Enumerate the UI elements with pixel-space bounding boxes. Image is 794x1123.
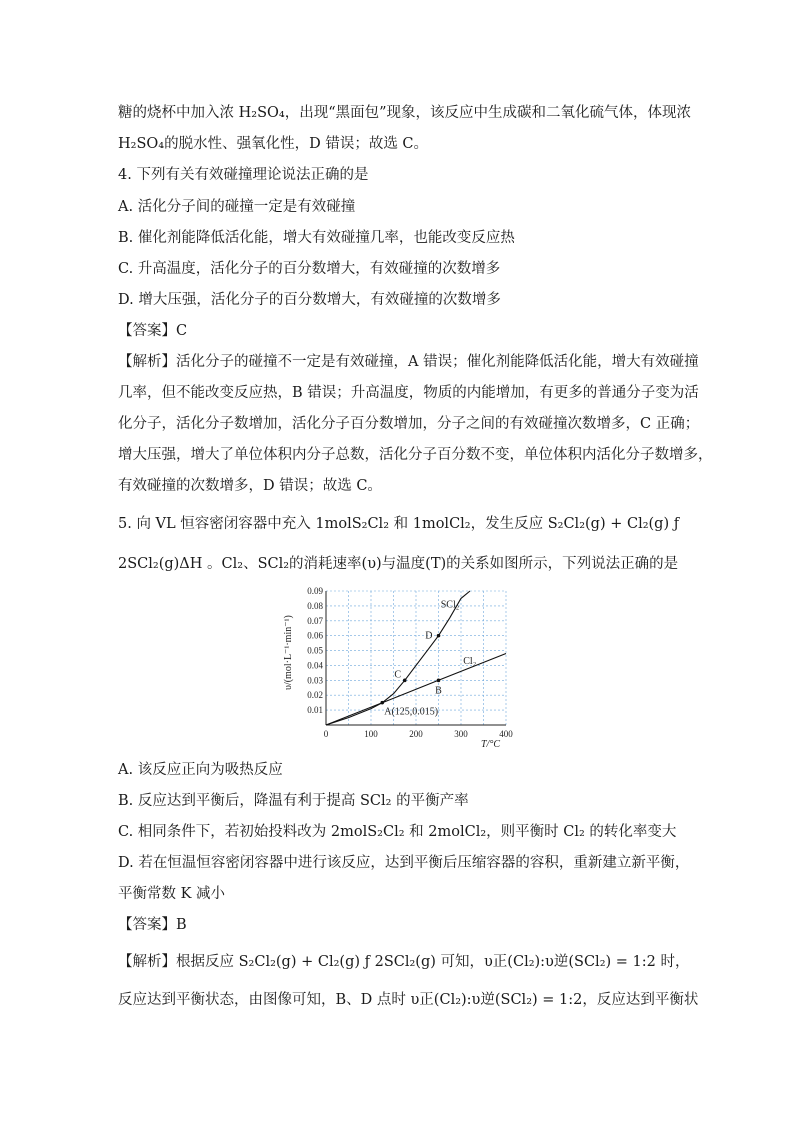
x-tick-label: 200 — [409, 729, 423, 739]
text-line-2: H₂SO₄的脱水性、强氧化性，D 错误；故选 C。 — [118, 136, 429, 152]
answer-4: 【答案】C — [118, 323, 188, 339]
explanation-4-line-5: 有效碰撞的次数增多，D 错误；故选 C。 — [118, 478, 382, 494]
y-tick-label: 0.01 — [307, 705, 323, 716]
data-point-label: D — [425, 630, 433, 642]
data-point — [437, 679, 441, 683]
y-tick-label: 0.08 — [307, 600, 323, 611]
question-4-option-c: C. 升高温度，活化分子的百分数增大，有效碰撞的次数增多 — [118, 261, 501, 277]
y-tick-label: 0.04 — [307, 660, 323, 671]
question-5-option-d-line-2: 平衡常数 K 减小 — [118, 886, 226, 902]
explanation-5-line-2: 反应达到平衡状态，由图像可知，B、D 点时 υ正(Cl₂):υ逆(SCl₂) = 1:2，反应达到平衡状 — [118, 992, 699, 1008]
explanation-4-line-4: 增大压强，增大了单位体积内分子总数，活化分子百分数不变，单位体积内活化分子数增多， — [118, 447, 713, 463]
data-point — [380, 701, 384, 705]
y-axis-label: υ/(mol·L⁻¹·min⁻¹) — [283, 615, 294, 690]
text-line-1: 糖的烧杯中加入浓 H₂SO₄，出现“黑面包”现象，该反应中生成碳和二氧化硫气体，体现浓 — [118, 105, 692, 121]
explanation-5-line-1: 【解析】根据反应 S₂Cl₂(g) + Cl₂(g) ƒ 2SCl₂(g) 可知，υ正(Cl₂):υ逆(SCl₂) = 1:2 时， — [118, 954, 690, 970]
question-5-option-b: B. 反应达到平衡后，降温有利于提高 SCl₂ 的平衡产率 — [118, 793, 469, 809]
chart-grid — [326, 591, 506, 725]
scl2-curve — [326, 591, 470, 725]
y-tick-label: 0.03 — [307, 675, 323, 686]
cl2-series-label: Cl₂ — [463, 655, 477, 667]
y-tick-label: 0.07 — [307, 615, 323, 626]
explanation-4-line-3: 化分子，活化分子数增加，活化分子百分数增加，分子之间的有效碰撞次数增多，C 正确； — [118, 416, 700, 432]
x-tick-label: 100 — [364, 729, 378, 739]
answer-5: 【答案】B — [118, 917, 187, 933]
data-point — [403, 679, 407, 683]
y-tick-label: 0.05 — [307, 645, 323, 656]
x-axis-label: T/°C — [481, 739, 501, 750]
question-4-option-d: D. 增大压强，活化分子的百分数增大，有效碰撞的次数增多 — [118, 292, 501, 308]
question-5-option-a: A. 该反应正向为吸热反应 — [118, 762, 283, 778]
question-5-option-c: C. 相同条件下，若初始投料改为 2molS₂Cl₂ 和 2molCl₂，则平衡时 Cl₂ 的转化率变大 — [118, 824, 677, 840]
x-tick-label: 400 — [499, 729, 513, 739]
question-5-line-2: 2SCl₂(g)ΔH 。Cl₂、SCl₂的消耗速率(υ)与温度(T)的关系如图所示，下列说法正确的是 — [118, 556, 679, 572]
explanation-4-line-2: 几率，但不能改变反应热，B 错误；升高温度，物质的内能增加，有更多的普通分子变为活 — [118, 385, 699, 401]
question-4-option-b: B. 催化剂能降低活化能，增大有效碰撞几率，也能改变反应热 — [118, 230, 515, 246]
y-tick-label: 0.06 — [307, 630, 323, 641]
y-tick-label: 0.02 — [307, 690, 323, 701]
question-5-line-1: 5. 向 VL 恒容密闭容器中充入 1molS₂Cl₂ 和 1molCl₂，发生反应 S₂Cl₂(g) + Cl₂(g) ƒ — [118, 516, 680, 532]
y-tick-label: 0.09 — [307, 586, 323, 596]
x-tick-label: 0 — [323, 729, 329, 739]
data-point-label: B — [435, 685, 442, 697]
x-tick-label: 300 — [454, 729, 468, 739]
question-4: 4. 下列有关有效碰撞理论说法正确的是 — [118, 167, 369, 183]
data-point — [437, 634, 441, 638]
rate-temperature-chart — [283, 585, 523, 753]
scl2-series-label: SCl₂ — [440, 599, 460, 611]
question-4-option-a: A. 活化分子间的碰撞一定是有效碰撞 — [118, 199, 356, 215]
question-5-option-d-line-1: D. 若在恒温恒容密闭容器中进行该反应，达到平衡后压缩容器的容积，重新建立新平衡， — [118, 855, 690, 871]
data-point-label: C — [394, 669, 402, 681]
explanation-4-line-1: 【解析】活化分子的碰撞不一定是有效碰撞，A 错误；催化剂能降低活化能，增大有效碰撞 — [118, 354, 699, 370]
data-point-label: A(125,0.015) — [384, 706, 439, 718]
